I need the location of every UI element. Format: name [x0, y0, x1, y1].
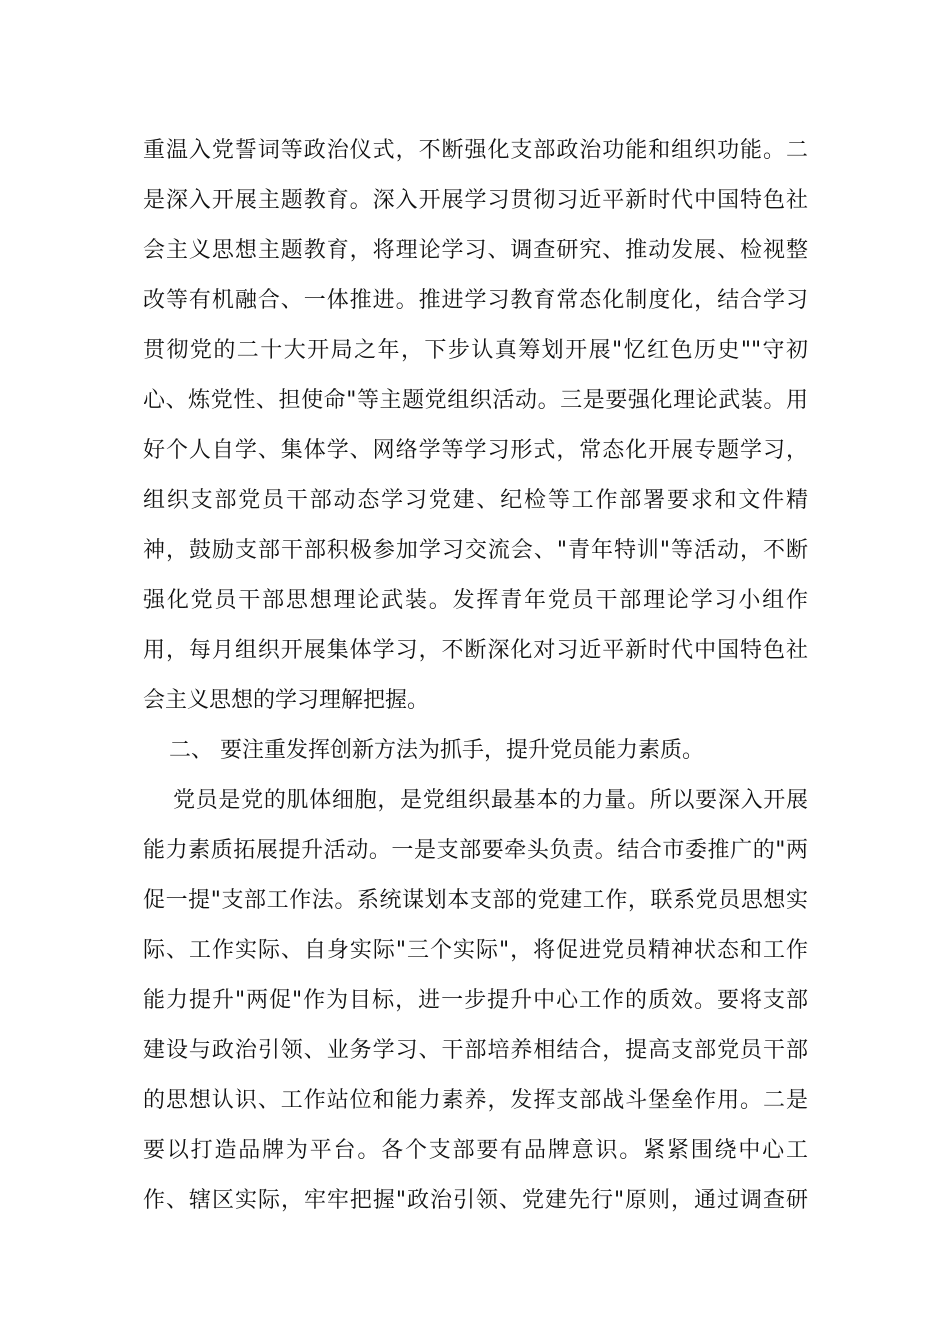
text-line: 能力素质拓展提升活动。一是支部要牵头负责。结合市委推广的"两 [143, 838, 808, 863]
paragraph-first-line: 党员是党的肌体细胞，是党组织最基本的力量。所以要深入开展 [173, 788, 808, 813]
text-line: 神，鼓励支部干部积极参加学习交流会、"青年特训"等活动，不断 [143, 538, 808, 563]
text-line: 要以打造品牌为平台。各个支部要有品牌意识。紧紧围绕中心工 [143, 1138, 808, 1163]
paragraph-end-line: 会主义思想的学习理解把握。 [143, 688, 430, 713]
text-line: 际、工作实际、自身实际"三个实际"，将促进党员精神状态和工作 [143, 938, 808, 963]
text-line: 改等有机融合、一体推进。推进学习教育常态化制度化，结合学习 [143, 288, 808, 313]
text-line: 是深入开展主题教育。深入开展学习贯彻习近平新时代中国特色社 [143, 188, 808, 213]
text-line: 促一提"支部工作法。系统谋划本支部的党建工作，联系党员思想实 [143, 888, 808, 913]
text-line: 组织支部党员干部动态学习党建、纪检等工作部署要求和文件精 [143, 488, 808, 513]
body-text [143, 130, 808, 1230]
text-line: 的思想认识、工作站位和能力素养，发挥支部战斗堡垒作用。二是 [143, 1088, 808, 1113]
text-line: 好个人自学、集体学、网络学等学习形式，常态化开展专题学习， [143, 438, 808, 463]
text-line: 能力提升"两促"作为目标，进一步提升中心工作的质效。要将支部 [143, 988, 808, 1013]
text-line: 会主义思想主题教育，将理论学习、调查研究、推动发展、检视整 [143, 238, 808, 263]
text-line: 心、炼党性、担使命"等主题党组织活动。三是要强化理论武装。用 [143, 388, 808, 413]
text-line: 用，每月组织开展集体学习，不断深化对习近平新时代中国特色社 [143, 638, 808, 663]
text-line: 强化党员干部思想理论武装。发挥青年党员干部理论学习小组作 [143, 588, 808, 613]
text-line: 重温入党誓词等政治仪式，不断强化支部政治功能和组织功能。二 [143, 138, 808, 163]
text-line: 建设与政治引领、业务学习、干部培养相结合，提高支部党员干部 [143, 1038, 808, 1063]
text-line: 贯彻党的二十大开局之年，下步认真筹划开展"忆红色历史""守初 [143, 338, 808, 363]
section-heading: 二、 要注重发挥创新方法为抓手，提升党员能力素质。 [169, 738, 704, 763]
text-line: 作、辖区实际，牢牢把握"政治引领、党建先行"原则，通过调查研 [143, 1188, 808, 1213]
